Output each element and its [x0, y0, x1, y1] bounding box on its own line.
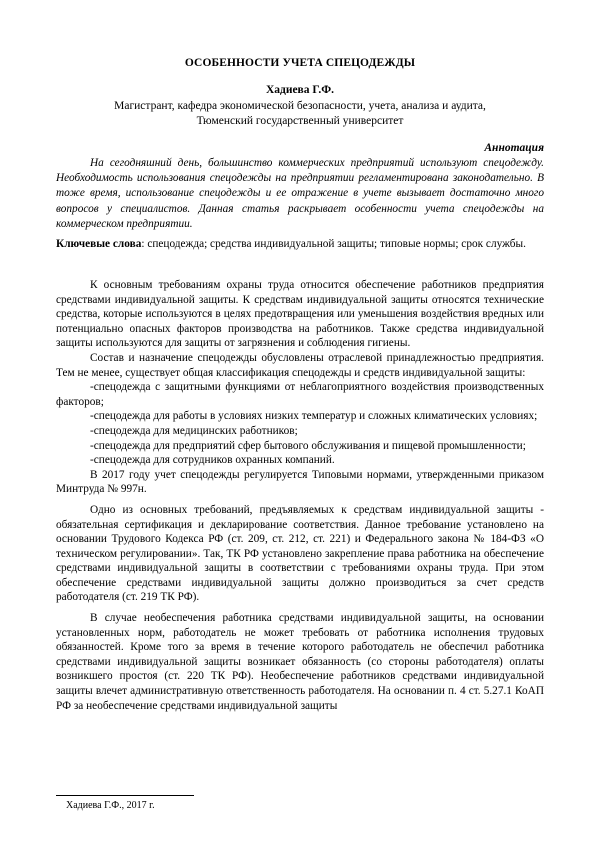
body-paragraph: В 2017 году учет спецодежды регулируется Типовыми нормами, утвержденными приказом Минтруда № 997н. — [56, 468, 544, 496]
keywords — [56, 237, 544, 252]
list-item: -спецодежда с защитными функциями от неблагоприятного воздействия производственных факторов; — [56, 381, 544, 408]
list-item: -спецодежда для медицинских работников; — [90, 424, 298, 437]
keywords-text: : спецодежда; средства индивидуальной защиты; типовые нормы; срок службы. — [141, 238, 526, 250]
author-affiliation — [0, 99, 600, 129]
body-paragraph: Состав и назначение спецодежды обусловлены отраслевой принадлежностью предприятия. Тем не менее, существует общая классификация спецодежды и средств индивидуальной защиты: — [56, 351, 544, 379]
affiliation-line-2: Тюменский государственный университет — [196, 115, 404, 127]
list-item: -спецодежда для сотрудников охранных компаний. — [90, 454, 335, 467]
body-paragraph: В случае необеспечения работника средствами индивидуальной защиты, на основании установленных норм, работодатель не может требовать от работника исполнения трудовых обязанностей. Кроме того за время в течение которого работодатель не обеспечил работника средствами индивидуальной защиты возникает обязанность (со стороны работодателя) оплаты возникшего простоя (ст. 220 ТК РФ). Необеспечение работников средствами индивидуальной защиты влечет административную ответственность работодателя. На основании п. 4 ст. 5.27.1 КоАП РФ за необеспечение средствами индивидуальной защиты — [56, 612, 544, 712]
list-item: -спецодежда для работы в условиях низких температур и сложных климатических условиях; — [90, 410, 538, 423]
body-paragraph: К основным требованиям охраны труда относится обеспечение работников предприятия средствами индивидуальной защиты. К средствам индивидуальной защиты относятся технические средства, которые используются в целях предотвращения или уменьшения воздействия вредных или потенциально опасных факторов производства на работников. Также средства индивидуальной защиты используются для защиты от загрязнения и соблюдения гигиены. — [56, 279, 544, 350]
author-name: Хадиева Г.Ф. — [265, 84, 335, 96]
affiliation-line-1: Магистрант, кафедра экономической безопасности, учета, анализа и аудита, — [114, 100, 486, 112]
paper-title: ОСОБЕННОСТИ УЧЕТА СПЕЦОДЕЖДЫ — [184, 57, 416, 69]
footnote-separator — [56, 795, 194, 796]
list-item: -спецодежда для предприятий сфер бытового обслуживания и пищевой промышленности; — [90, 439, 526, 452]
keywords-label: Ключевые слова — [56, 238, 142, 250]
body-paragraph: Одно из основных требований, предъявляемых к средствам индивидуальной защиты - обязательная сертификация и декларирование соответствия. Данное требование установлено на основании Трудового Кодекса РФ (ст. 209, ст. 212, ст. 221) и Федерального закона № 184-ФЗ «О техническом регулировании». Так, ТК РФ установлено закрепление права работника на обеспечение средствами индивидуальной защиты в соответствии с требованиями охраны труда. При этом обеспечение средствами индивидуальной защиты должно производиться за счет средств работодателя (ст. 219 ТК РФ). — [56, 503, 544, 604]
annotation-heading: Аннотация — [484, 142, 544, 154]
footnote: Хадиева Г.Ф., 2017 г. — [66, 800, 155, 811]
article-body — [56, 278, 544, 713]
annotation-text: На сегодняшний день, большинство коммерческих предприятий используют спецодежду. Необходимость использования спецодежды на предприятии регламентирована законодательно. В тоже время, использование спецодежды и ее отражение в учете вызывает достаточно много вопросов у специалистов. Данная статья раскрывает особенности учета спецодежды на коммерческом предприятии. — [56, 157, 544, 230]
